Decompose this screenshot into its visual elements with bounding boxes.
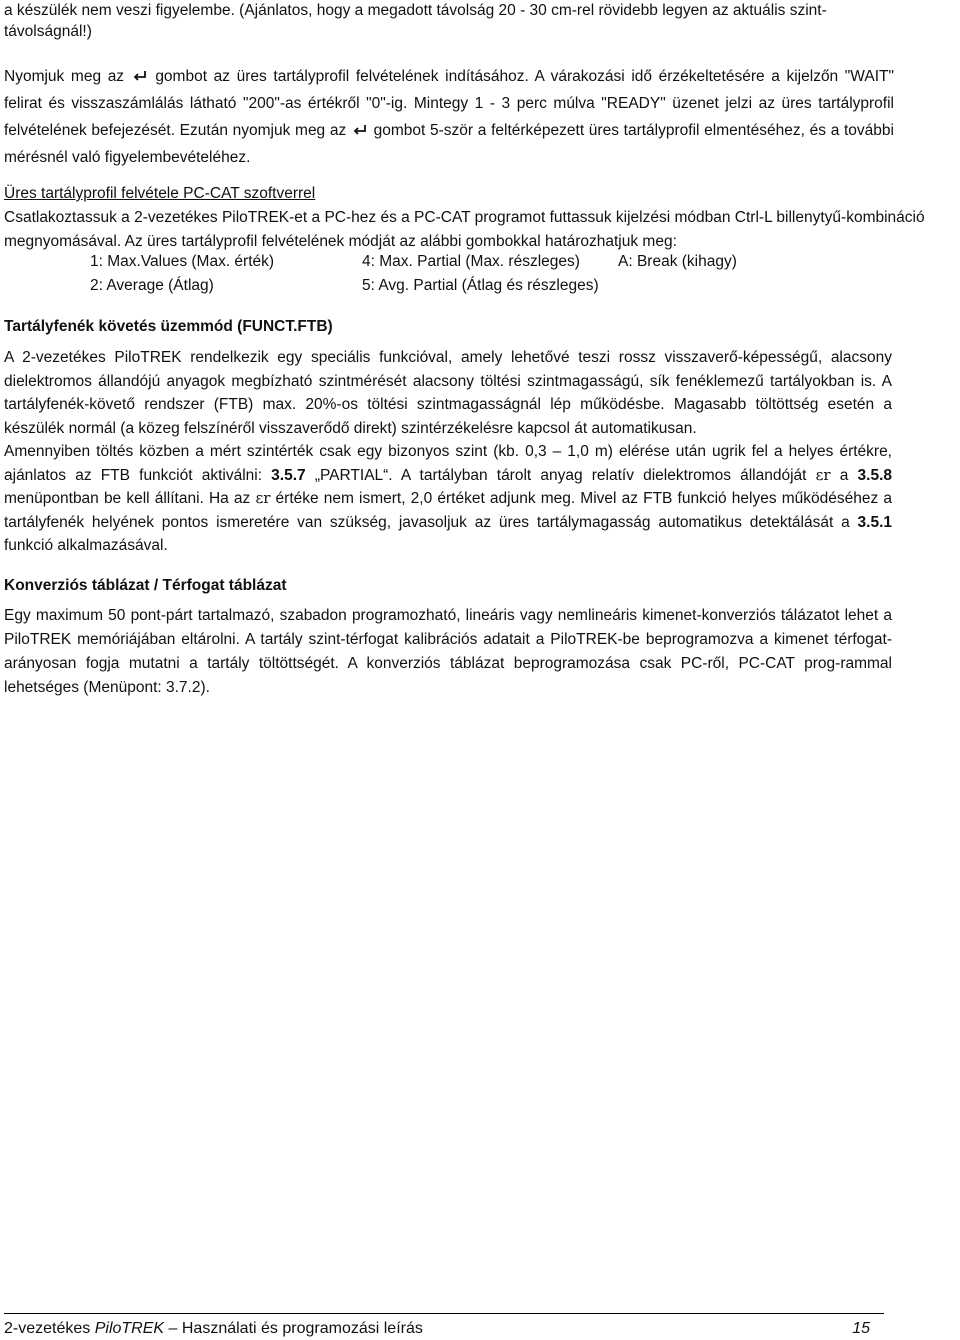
pccat-section [4,182,934,254]
footer-divider [4,1313,884,1314]
menu-ref: 3.5.7 [271,466,306,484]
options-row [90,274,940,298]
ftb-text: a [839,466,849,484]
ftb-text: „PARTIAL“. A tartályban tárolt anyag relatív dielektromos állandóját [314,466,807,484]
menu-ref: 3.5.1 [857,513,892,531]
pccat-heading: Üres tartályprofil felvétele PC-CAT szoftverrel [4,185,316,202]
option-item: 1: Max.Values (Max. érték) [90,253,275,270]
ftb-text: Amennyiben töltés közben a mért szintérték csak egy bizonyos szint (kb. 0,3 – 1,0 m) elérése után ugrik fel a helyes értékre, ajánlatos az FTB funkciót aktiválni: [4,443,892,484]
empty-profile-instructions [4,63,894,171]
instr-part1: Nyomjuk meg az [4,68,125,85]
instr-part2: gombot az üres tartályprofil felvételének indításához. A várakozási idő érzékeltetésére a kijelzőn "WAIT" felirat és visszaszámlálás látható "200"-as értékről "0"-ig. Mintegy 1 - 3 perc múlva "READY" üzenet jelzi az üres tartályprofil felvételének befejezését. Ezután nyomjuk meg az [4,68,894,139]
menu-ref: 3.5.8 [857,466,893,484]
option-item: 2: Average (Átlag) [90,277,214,294]
ftb-paragraph-2 [4,440,892,558]
ftb-text: funkció alkalmazásával. [4,537,168,554]
conversion-paragraph: Egy maximum 50 pont-párt tartalmazó, szabadon programozható, lineáris vagy nemlineáris kimenet-konverziós tálázatot lehet a PiloTREK memóriájában eltárolni. A tartály szint-térfogat kalibrációs adatait a PiloTREK-be beprogramozva a kimenet térfogat-arányosan fogja mutatni a tartály töltöttségét. A konverziós táblázat beprogramozása csak PC-ről, PC-CAT prog-rammal lehetséges (Menüpont: 3.7.2). [4,607,892,696]
pccat-text: Csatlakoztassuk a 2-vezetékes PiloTREK-et a PC-hez és a PC-CAT programot futtassuk kijelzési módban Ctrl-L billenytyű-kombináció megnyomásával. Az üres tartályprofil felvételének módját az alábbi gombokkal határozhatjuk meg: [4,209,925,250]
ftb-paragraph-1: A 2-vezetékes PiloTREK rendelkezik egy speciális funkcióval, amely lehetővé teszi rossz visszaverő-képességű, alacsony dielektromos állandójú anyagok megbízható szintmérését alacsony töltési szintmagasságú, sík fenéklemezű tartályokban is. A tartályfenék-követő rendszer (FTB) max. 20%-os töltési szintmagasságnál lép működésbe. Magasabb töltöttség esetén a készülék normál (a közeg felszínéről visszaverődő direkt) szintérzékelésre kapcsol át automatikusan. [4,349,892,437]
enter-key-icon [353,124,367,136]
epsilon-symbol: εr [255,489,271,507]
footer-product: PiloTREK [94,1320,165,1337]
conversion-heading: Konverziós táblázat / Térfogat táblázat [4,577,287,594]
ftb-section [4,346,892,558]
ftb-text: menüpontban be kell állítani. Ha az [4,490,251,507]
instr-part3: gombot 5-ször a feltérképezett üres tartályprofil elmentéséhez, és a további mérésnél való figyelembevételéhez. [4,122,894,166]
footer-title-1: 2-vezetékes [4,1320,91,1337]
page-number: 15 [852,1320,870,1337]
epsilon-symbol: εr [815,465,831,484]
ftb-heading: Tartályfenék követés üzemmód (FUNCT.FTB) [4,318,333,335]
footer-title-2: – Használati és programozási leírás [168,1320,423,1337]
options-row [90,250,940,274]
ftb-text: értéke nem ismert, 2,0 értéket adjunk meg. Mivel az FTB funkció helyes működéséhez a tartályfenék helyének pontos ismeretére van szükség, javasoljuk az üres tartálymagasság automatikus detektálását a [4,490,892,531]
option-item: 5: Avg. Partial (Átlag és részleges) [362,277,599,294]
enter-key-icon [133,70,147,82]
option-item: 4: Max. Partial (Max. részleges) [362,253,580,270]
pccat-options [90,250,940,298]
intro-paragraph: a készülék nem veszi figyelembe. (Ajánlatos, hogy a megadott távolság 20 - 30 cm-rel rövidebb legyen az aktuális szint-távolságnál!) [4,2,827,40]
page-footer [4,1318,874,1340]
option-item: A: Break (kihagy) [618,253,737,270]
